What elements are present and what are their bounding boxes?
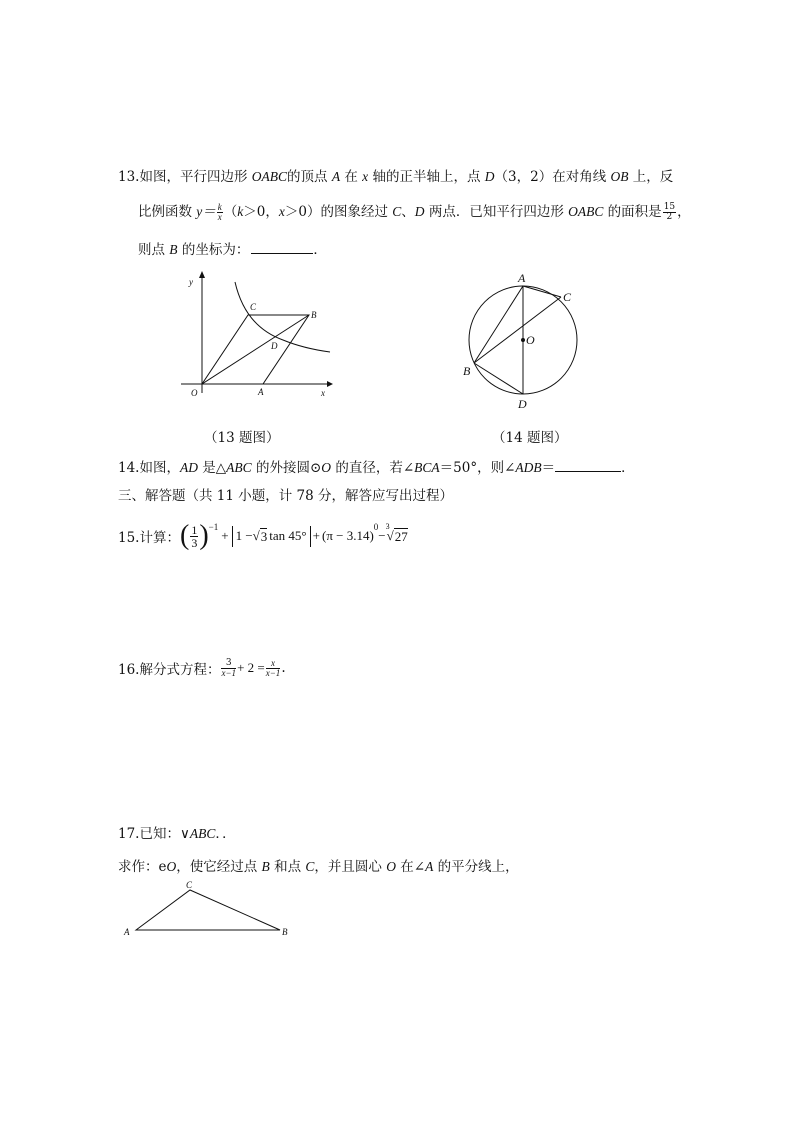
- area-fraction: $\frac{15}{2}$: [663, 202, 676, 222]
- figure-14: [455, 266, 595, 416]
- k-over-x-fraction: $\frac{k}{x}$: [217, 202, 222, 222]
- q13-line1: 13.如图，平行四边形 OABC的顶点 A 在 x 轴的正半轴上，点 D（3，2）在对角线 OB 上，反: [118, 169, 674, 185]
- q16-equation: 16.解分式方程： $\frac{3}{x-1}$ + 2 = $\frac{x}{x-1}$ .: [118, 657, 286, 678]
- q17-given: 17.已知：∨ABC．．: [118, 826, 236, 842]
- q13-line2: 比例函数 y＝ $\frac{k}{x}$ （k＞0，x＞0）的图象经过 C、D 两点．已知平行四边形 OABC 的面积是 $\frac{15}{2}$ ，: [138, 202, 691, 222]
- q13-line3: 则点 B 的坐标为： ．: [138, 242, 327, 258]
- fig17-b-label: B: [282, 927, 288, 937]
- fig14-a-label: A: [518, 271, 526, 285]
- q14-text: 14.如图，AD 是△ABC 的外接圆⊙O 的直径，若∠BCA＝50°，则∠ADB＝ ．: [118, 460, 635, 476]
- fig14-o-label: O: [526, 333, 535, 347]
- figure-17-triangle: [118, 876, 298, 942]
- fig13-y-label: y: [189, 277, 193, 287]
- fig17-a-label: A: [124, 927, 130, 937]
- fig13-a-label: A: [258, 387, 264, 397]
- caption-13: （13 题图）: [204, 430, 280, 446]
- section-3-heading: 三、解答题（共 11 小题，计 78 分，解答应写出过程）: [118, 488, 454, 504]
- fig13-d-label: D: [271, 341, 278, 351]
- fig14-b-label: B: [463, 364, 471, 378]
- figure-13: [175, 268, 340, 408]
- fig13-x-label: x: [321, 388, 325, 398]
- fig14-c-label: C: [563, 290, 572, 304]
- fig13-c-label: C: [250, 302, 257, 312]
- fig17-c-label: C: [186, 880, 193, 890]
- fig14-d-label: D: [518, 397, 527, 411]
- fig13-o-label: O: [191, 388, 198, 398]
- answer-blank-14[interactable]: [555, 459, 621, 472]
- fig13-b-label: B: [311, 310, 317, 320]
- caption-14: （14 题图）: [492, 430, 568, 446]
- q15-expression: 15.计算： ( $\frac{1}{3}$ ) $^{-1}$ + 1 − √ 3 tan 45° + (π − 3.14) $^0$ − $^3$ √ 27: [118, 520, 408, 551]
- answer-blank-13[interactable]: [251, 241, 313, 254]
- q17-construct: 求作：eO，使它经过点 B 和点 C，并且圆心 O 在∠A 的平分线上，: [118, 859, 519, 875]
